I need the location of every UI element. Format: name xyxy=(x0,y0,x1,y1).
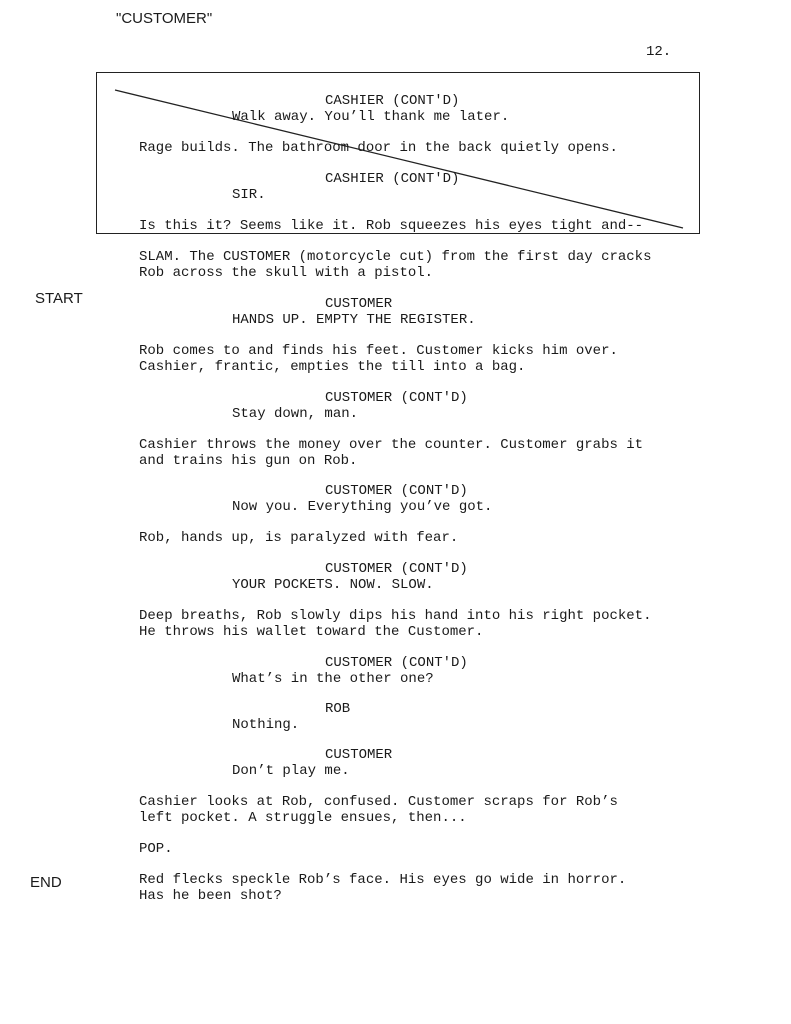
dialogue-line: Nothing. xyxy=(232,717,300,733)
action-line: Cashier looks at Rob, confused. Customer scraps for Rob’s xyxy=(139,794,618,810)
action-line: and trains his gun on Rob. xyxy=(139,453,358,469)
action-line: Red flecks speckle Rob’s face. His eyes go wide in horror. xyxy=(139,872,627,888)
action-line: Rage builds. The bathroom door in the back quietly opens. xyxy=(139,140,618,156)
dialogue-line: Stay down, man. xyxy=(232,406,359,422)
dialogue-line: What’s in the other one? xyxy=(232,671,434,687)
action-line: Deep breaths, Rob slowly dips his hand into his right pocket. xyxy=(139,608,652,624)
character-cue: CASHIER (CONT'D) xyxy=(325,93,460,109)
action-line: He throws his wallet toward the Customer. xyxy=(139,624,484,640)
action-line: Is this it? Seems like it. Rob squeezes his eyes tight and-- xyxy=(139,218,644,234)
scene-header-label: "CUSTOMER" xyxy=(116,10,213,27)
character-cue: CASHIER (CONT'D) xyxy=(325,171,460,187)
dialogue-line: SIR. xyxy=(232,187,266,203)
character-cue: CUSTOMER (CONT'D) xyxy=(325,483,468,499)
action-line: SLAM. The CUSTOMER (motorcycle cut) from the first day cracks xyxy=(139,249,652,265)
character-cue: CUSTOMER (CONT'D) xyxy=(325,561,468,577)
dialogue-line: YOUR POCKETS. NOW. SLOW. xyxy=(232,577,434,593)
character-cue: ROB xyxy=(325,701,351,717)
action-line: Cashier throws the money over the counter. Customer grabs it xyxy=(139,437,644,453)
character-cue: CUSTOMER xyxy=(325,747,393,763)
action-line: left pocket. A struggle ensues, then... xyxy=(139,810,467,826)
end-marker: END xyxy=(30,874,62,891)
page-number: 12. xyxy=(646,44,672,60)
dialogue-line: Walk away. You’ll thank me later. xyxy=(232,109,510,125)
action-line: Cashier, frantic, empties the till into a bag. xyxy=(139,359,526,375)
character-cue: CUSTOMER (CONT'D) xyxy=(325,390,468,406)
dialogue-line: HANDS UP. EMPTY THE REGISTER. xyxy=(232,312,476,328)
dialogue-line: Don’t play me. xyxy=(232,763,350,779)
action-line: POP. xyxy=(139,841,173,857)
action-line: Rob comes to and finds his feet. Customer kicks him over. xyxy=(139,343,618,359)
character-cue: CUSTOMER xyxy=(325,296,393,312)
action-line: Has he been shot? xyxy=(139,888,282,904)
dialogue-line: Now you. Everything you’ve got. xyxy=(232,499,493,515)
start-marker: START xyxy=(35,290,83,307)
action-line: Rob across the skull with a pistol. xyxy=(139,265,434,281)
character-cue: CUSTOMER (CONT'D) xyxy=(325,655,468,671)
action-line: Rob, hands up, is paralyzed with fear. xyxy=(139,530,459,546)
